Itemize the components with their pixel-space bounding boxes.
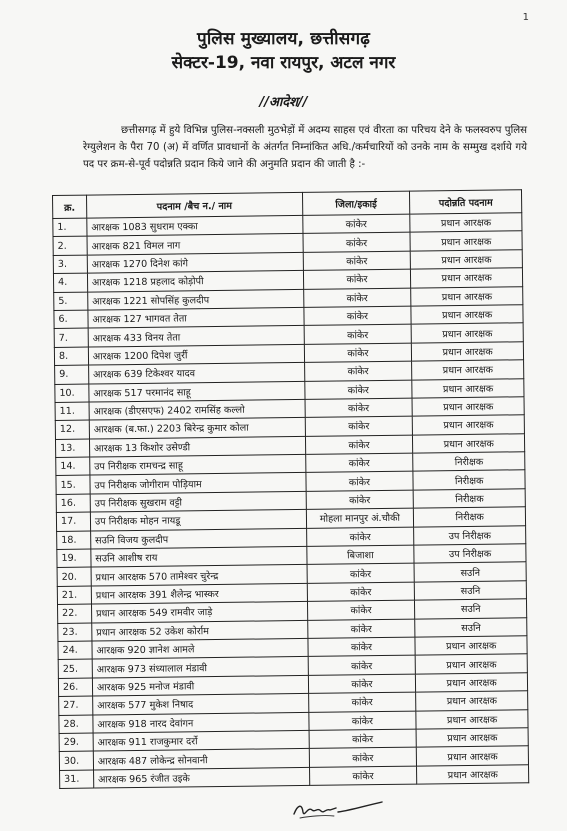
district-cell: कांकेर: [303, 288, 411, 308]
promoted-rank-cell: प्रधान आरक्षक: [416, 728, 528, 748]
serial-cell: 6.: [54, 310, 88, 329]
promoted-rank-cell: निरीक्षक: [413, 452, 525, 472]
letterhead-address: सेक्टर-19, नवा रायपुर, अटल नगर: [171, 53, 396, 73]
signature-icon: [290, 798, 390, 824]
serial-cell: 2.: [53, 236, 87, 255]
district-cell: कांकेर: [305, 453, 413, 473]
promoted-rank-cell: प्रधान आरक्षक: [413, 433, 525, 453]
name-cell: आरक्षक 973 संध्यालाल मंडावी: [92, 657, 308, 678]
name-cell: आरक्षक 925 मनोज मंडावी: [92, 675, 308, 696]
name-cell: आरक्षक (ब.फा.) 2203 बिरेन्द्र कुमार कोला: [89, 418, 305, 439]
intro-paragraph: छत्तीसगढ़ में हुये विभिन्न पुलिस-नक्सली मुठभेड़ों में अदम्य साहस एवं वीरता का परिचय देने के फलस्वरुप पुलिस रेग्युलेशन के पैरा 70 (अ) में वर्णित प्रावधानों के अंतर्गत निम्नांकित अधि./कर्मचारियों को उनके नाम के सम्मुख दर्शाये गये पद पर क्रम-से-पूर्व पदोन्नति प्रदान किये जाने की अनुमति प्रदान की जाती है :-: [83, 125, 527, 170]
district-cell: मोहला मानपुर अं.चौकी: [306, 508, 414, 528]
serial-cell: 17.: [56, 512, 90, 531]
name-cell: आरक्षक 433 विनय तेता: [88, 326, 304, 347]
promoted-rank-cell: प्रधान आरक्षक: [416, 709, 528, 729]
name-cell: आरक्षक 918 नारद देवांगन: [93, 712, 309, 733]
district-cell: कांकेर: [307, 619, 415, 639]
serial-cell: 28.: [59, 715, 93, 734]
name-cell: आरक्षक 577 मुकेश निषाद: [93, 694, 309, 715]
district-cell: कांकेर: [306, 490, 414, 510]
district-cell: कांकेर: [307, 582, 415, 602]
serial-cell: 26.: [58, 678, 92, 697]
name-cell: सउनि विजय कुलदीप: [91, 528, 307, 549]
district-cell: कांकेर: [308, 674, 416, 694]
name-cell: आरक्षक 517 परमानंद साहू: [89, 381, 305, 402]
district-cell: कांकेर: [303, 269, 411, 289]
serial-cell: 15.: [56, 476, 90, 495]
district-cell: कांकेर: [307, 564, 415, 584]
district-cell: कांकेर: [302, 214, 410, 234]
order-title: //आदेश//: [259, 95, 308, 110]
name-cell: प्रधान आरक्षक 570 तामेश्वर चुरेन्द्र: [91, 565, 307, 586]
name-cell: आरक्षक 920 ज्ञानेश आमले: [92, 638, 308, 659]
promoted-rank-cell: प्रधान आरक्षक: [411, 323, 523, 343]
header-serial: क्र.: [53, 195, 87, 218]
name-cell: आरक्षक 821 विमल नाग: [87, 234, 303, 255]
serial-cell: 20.: [57, 567, 91, 586]
district-cell: कांकेर: [304, 380, 412, 400]
district-cell: कांकेर: [308, 711, 416, 731]
district-cell: कांकेर: [308, 692, 416, 712]
serial-cell: 23.: [58, 623, 92, 642]
promoted-rank-cell: प्रधान आरक्षक: [410, 213, 522, 233]
serial-cell: 27.: [59, 696, 93, 715]
name-cell: आरक्षक 13 किशोर उसेण्डी: [89, 436, 305, 457]
promoted-rank-cell: निरीक्षक: [413, 470, 525, 490]
name-cell: आरक्षक (डीएसएफ) 2402 रामसिंह कल्लो: [89, 399, 305, 420]
district-cell: कांकेर: [309, 766, 417, 786]
district-cell: कांकेर: [306, 527, 414, 547]
district-cell: कांकेर: [309, 729, 417, 749]
district-cell: कांकेर: [305, 435, 413, 455]
promoted-rank-cell: प्रधान आरक्षक: [412, 341, 524, 361]
district-cell: कांकेर: [304, 324, 412, 344]
promoted-rank-cell: निरीक्षक: [413, 489, 525, 509]
promoted-rank-cell: उप निरीक्षक: [414, 544, 526, 564]
promoted-rank-cell: प्रधान आरक्षक: [412, 397, 524, 417]
name-cell: आरक्षक 639 टिकेश्वर यादव: [89, 363, 305, 384]
name-cell: आरक्षक 1083 सुधराम एक्का: [87, 215, 303, 236]
name-cell: आरक्षक 127 भागवत तेता: [88, 307, 304, 328]
name-cell: आरक्षक 1218 प्रहलाद कोड़ोपी: [87, 271, 303, 292]
header-name: पदनाम /बैच न./ नाम: [86, 192, 302, 218]
name-cell: उप निरीक्षक रामचन्द्र साहू: [90, 455, 306, 476]
serial-cell: 11.: [55, 402, 89, 421]
serial-cell: 19.: [57, 549, 91, 568]
serial-cell: 8.: [54, 347, 88, 366]
header-district: जिला/इकाई: [302, 191, 410, 215]
district-cell: बिजाशा: [306, 545, 414, 565]
serial-cell: 30.: [59, 751, 93, 770]
promotion-table: [52, 189, 529, 789]
name-cell: सउनि आशीष राय: [91, 546, 307, 567]
serial-cell: 1.: [53, 218, 87, 237]
promoted-rank-cell: प्रधान आरक्षक: [417, 764, 529, 784]
serial-cell: 10.: [55, 384, 89, 403]
letterhead-office: पुलिस मुख्यालय, छत्तीसगढ़: [196, 29, 371, 49]
district-cell: कांकेर: [305, 472, 413, 492]
promoted-rank-cell: प्रधान आरक्षक: [412, 360, 524, 380]
serial-cell: 5.: [54, 292, 88, 311]
name-cell: उप निरीक्षक जोगीराम पोड़ियाम: [90, 473, 306, 494]
serial-cell: 14.: [56, 457, 90, 476]
promoted-rank-cell: प्रधान आरक्षक: [411, 286, 523, 306]
promoted-rank-cell: निरीक्षक: [414, 507, 526, 527]
serial-cell: 22.: [58, 604, 92, 623]
promoted-rank-cell: प्रधान आरक्षक: [410, 231, 522, 251]
serial-cell: 13.: [55, 439, 89, 458]
serial-cell: 3.: [53, 255, 87, 274]
name-cell: प्रधान आरक्षक 549 रामवीर जाड़े: [91, 602, 307, 623]
promoted-rank-cell: प्रधान आरक्षक: [411, 250, 523, 270]
serial-cell: 7.: [54, 328, 88, 347]
name-cell: आरक्षक 1221 सोपसिंह कुलदीप: [88, 289, 304, 310]
district-cell: कांकेर: [303, 306, 411, 326]
promoted-rank-cell: प्रधान आरक्षक: [415, 636, 527, 656]
name-cell: प्रधान आरक्षक 52 उकेश कोर्राम: [92, 620, 308, 641]
serial-cell: 18.: [57, 531, 91, 550]
name-cell: प्रधान आरक्षक 391 शैलेन्द्र भास्कर: [91, 583, 307, 604]
page-number: 1: [522, 12, 529, 23]
serial-cell: 12.: [55, 420, 89, 439]
serial-cell: 4.: [53, 273, 87, 292]
letterhead: [0, 28, 567, 74]
district-cell: कांकेर: [304, 361, 412, 381]
promoted-rank-cell: प्रधान आरक्षक: [416, 654, 528, 674]
promoted-rank-cell: सउनि: [414, 562, 526, 582]
name-cell: आरक्षक 487 लोकेन्द्र सोनवानी: [93, 749, 309, 770]
promoted-rank-cell: प्रधान आरक्षक: [413, 415, 525, 435]
promoted-rank-cell: प्रधान आरक्षक: [412, 378, 524, 398]
promoted-rank-cell: सउनि: [415, 617, 527, 637]
serial-cell: 9.: [55, 365, 89, 384]
serial-cell: 21.: [57, 586, 91, 605]
name-cell: उप निरीक्षक सुखराम वट्टी: [90, 491, 306, 512]
name-cell: आरक्षक 965 रंजीत उइके: [93, 767, 309, 788]
district-cell: कांकेर: [303, 233, 411, 253]
name-cell: आरक्षक 911 राजकुमार दर्रो: [93, 730, 309, 751]
name-cell: आरक्षक 1270 दिनेश कांगे: [87, 252, 303, 273]
district-cell: कांकेर: [307, 637, 415, 657]
serial-cell: 25.: [58, 659, 92, 678]
name-cell: उप निरीक्षक मोहन नायडू: [90, 510, 306, 531]
promoted-rank-cell: प्रधान आरक्षक: [417, 746, 529, 766]
serial-cell: 31.: [60, 770, 94, 789]
district-cell: कांकेर: [304, 343, 412, 363]
serial-cell: 16.: [56, 494, 90, 513]
serial-cell: 29.: [59, 733, 93, 752]
district-cell: कांकेर: [309, 747, 417, 767]
promoted-rank-cell: सउनि: [415, 581, 527, 601]
header-promoted-rank: पदोन्नति पदनाम: [410, 190, 522, 214]
promoted-rank-cell: प्रधान आरक्षक: [416, 691, 528, 711]
promoted-rank-cell: उप निरीक्षक: [414, 525, 526, 545]
serial-cell: 24.: [58, 641, 92, 660]
district-cell: कांकेर: [305, 398, 413, 418]
district-cell: कांकेर: [308, 655, 416, 675]
district-cell: कांकेर: [307, 600, 415, 620]
district-cell: कांकेर: [305, 416, 413, 436]
district-cell: कांकेर: [303, 251, 411, 271]
table-body: [53, 213, 529, 789]
promoted-rank-cell: प्रधान आरक्षक: [411, 305, 523, 325]
promoted-rank-cell: सउनि: [415, 599, 527, 619]
name-cell: आरक्षक 1200 दिपेश जुर्री: [88, 344, 304, 365]
promoted-rank-cell: प्रधान आरक्षक: [411, 268, 523, 288]
promoted-rank-cell: प्रधान आरक्षक: [416, 672, 528, 692]
